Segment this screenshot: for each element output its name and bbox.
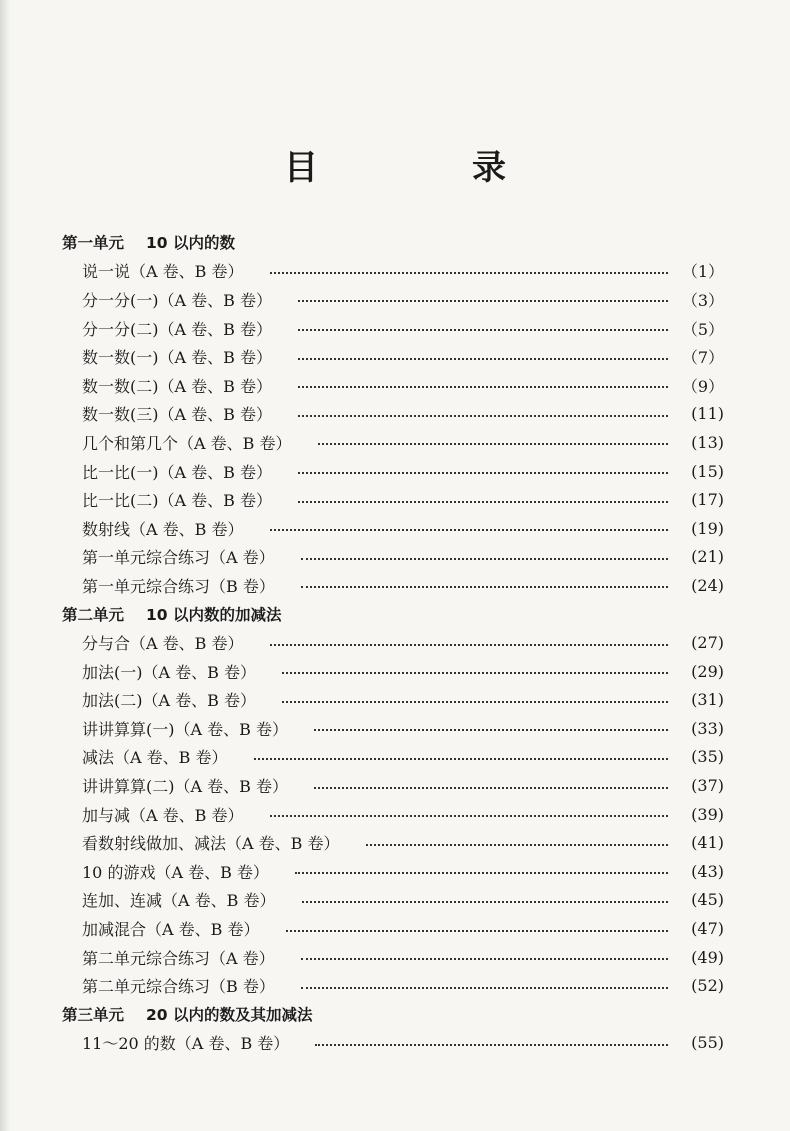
entry-label: 加与减（A 卷、B 卷） — [82, 805, 244, 825]
entry-page: (52) — [691, 976, 724, 996]
toc-entry[interactable] — [62, 514, 724, 543]
entry-label: 减法（A 卷、B 卷） — [82, 748, 228, 768]
toc-entry[interactable] — [62, 743, 724, 772]
dot-leader — [298, 415, 668, 417]
dot-leader — [301, 586, 668, 588]
entry-label: 11～20 的数（A 卷、B 卷） — [82, 1034, 290, 1054]
entry-label: 数一数(一)（A 卷、B 卷） — [82, 348, 272, 368]
dot-leader — [270, 272, 669, 274]
dot-leader — [270, 529, 669, 531]
dot-leader — [298, 386, 668, 388]
entry-label: 第一单元综合练习（B 卷） — [82, 576, 275, 596]
entry-page: (31) — [691, 690, 724, 710]
unit-number: 第三单元 — [62, 1006, 125, 1025]
entry-page: (41) — [691, 833, 724, 853]
entry-page: （9） — [681, 376, 724, 396]
entry-page: (55) — [691, 1033, 724, 1053]
entry-label: 数一数(二)（A 卷、B 卷） — [82, 376, 272, 396]
toc-entry[interactable] — [62, 485, 724, 514]
entry-label: 分与合（A 卷、B 卷） — [82, 634, 244, 654]
toc-entry[interactable] — [62, 400, 724, 429]
table-of-contents — [62, 228, 724, 1057]
toc-entry[interactable] — [62, 914, 724, 943]
unit-heading-1 — [62, 228, 724, 257]
toc-entry[interactable] — [62, 886, 724, 915]
toc-entry[interactable] — [62, 686, 724, 715]
entry-label: 数射线（A 卷、B 卷） — [82, 519, 244, 539]
toc-entry[interactable] — [62, 857, 724, 886]
unit-name: 20 以内的数及其加减法 — [146, 1006, 313, 1025]
entry-page: (15) — [691, 461, 724, 481]
entry-page: (29) — [691, 661, 724, 681]
dot-leader — [270, 815, 669, 817]
toc-entry[interactable] — [62, 657, 724, 686]
dot-leader — [302, 901, 669, 903]
entry-label: 第一单元综合练习（A 卷） — [82, 548, 275, 568]
entry-page: (33) — [691, 718, 724, 738]
entry-page: （7） — [681, 348, 724, 368]
dot-leader — [298, 358, 668, 360]
dot-leader — [286, 930, 669, 932]
toc-entry[interactable] — [62, 943, 724, 972]
toc-entry[interactable] — [62, 628, 724, 657]
entry-page: （5） — [681, 319, 724, 339]
toc-entry[interactable] — [62, 714, 724, 743]
toc-entry[interactable] — [62, 428, 724, 457]
entry-label: 第二单元综合练习（A 卷） — [82, 948, 275, 968]
dot-leader — [366, 844, 669, 846]
entry-page: (13) — [691, 432, 724, 452]
entry-label: 说一说（A 卷、B 卷） — [82, 262, 244, 282]
entry-page: (27) — [691, 633, 724, 653]
dot-leader — [270, 644, 669, 646]
unit-number: 第一单元 — [62, 234, 125, 253]
toc-entry[interactable] — [62, 457, 724, 486]
entry-label: 连加、连减（A 卷、B 卷） — [82, 891, 276, 911]
entry-page: (47) — [691, 919, 724, 939]
entry-page: (11) — [691, 404, 724, 424]
toc-entry[interactable] — [62, 285, 724, 314]
entry-page: (43) — [691, 861, 724, 881]
toc-entry[interactable] — [62, 314, 724, 343]
entry-label: 加法(二)（A 卷、B 卷） — [82, 691, 256, 711]
dot-leader — [298, 329, 668, 331]
toc-entry[interactable] — [62, 342, 724, 371]
entry-label: 比一比(二)（A 卷、B 卷） — [82, 491, 272, 511]
entry-label: 数一数(三)（A 卷、B 卷） — [82, 405, 272, 425]
page-title: 目 录 — [284, 148, 566, 188]
dot-leader — [282, 672, 668, 674]
toc-entry[interactable] — [62, 971, 724, 1000]
entry-page: (19) — [691, 518, 724, 538]
entry-page: (39) — [691, 804, 724, 824]
entry-page: (24) — [691, 575, 724, 595]
dot-leader — [301, 987, 668, 989]
entry-page: (21) — [691, 547, 724, 567]
toc-entry[interactable] — [62, 771, 724, 800]
dot-leader — [298, 300, 668, 302]
entry-label: 第二单元综合练习（B 卷） — [82, 977, 275, 997]
entry-page: （3） — [681, 290, 724, 310]
unit-name: 10 以内的数 — [146, 234, 235, 253]
dot-leader — [314, 787, 668, 789]
unit-heading-3 — [62, 1000, 724, 1029]
entry-label: 加减混合（A 卷、B 卷） — [82, 920, 260, 940]
dot-leader — [298, 472, 668, 474]
entry-label: 分一分(二)（A 卷、B 卷） — [82, 319, 272, 339]
dot-leader — [295, 872, 668, 874]
dot-leader — [298, 501, 668, 503]
unit-name: 10 以内数的加减法 — [146, 606, 282, 625]
entry-page: (17) — [691, 490, 724, 510]
entry-page: (49) — [691, 947, 724, 967]
toc-entry[interactable] — [62, 371, 724, 400]
entry-label: 讲讲算算(二)（A 卷、B 卷） — [82, 777, 288, 797]
entry-page: （1） — [681, 262, 724, 282]
entry-label: 分一分(一)（A 卷、B 卷） — [82, 290, 272, 310]
dot-leader — [282, 701, 668, 703]
entry-label: 加法(一)（A 卷、B 卷） — [82, 662, 256, 682]
unit-number: 第二单元 — [62, 606, 125, 625]
entry-label: 讲讲算算(一)（A 卷、B 卷） — [82, 719, 288, 739]
dot-leader — [301, 958, 668, 960]
dot-leader — [301, 558, 668, 560]
entry-label: 看数射线做加、减法（A 卷、B 卷） — [82, 834, 340, 854]
toc-entry[interactable] — [62, 543, 724, 572]
toc-entry[interactable] — [62, 800, 724, 829]
entry-page: (35) — [691, 747, 724, 767]
toc-entry[interactable] — [62, 828, 724, 857]
toc-entry[interactable] — [62, 257, 724, 286]
dot-leader — [254, 758, 669, 760]
dot-leader — [318, 443, 669, 445]
entry-page: (37) — [691, 776, 724, 796]
toc-entry[interactable] — [62, 571, 724, 600]
toc-entry[interactable] — [62, 1029, 724, 1058]
unit-heading-2 — [62, 600, 724, 629]
entry-label: 比一比(一)（A 卷、B 卷） — [82, 462, 272, 482]
entry-label: 10 的游戏（A 卷、B 卷） — [82, 862, 269, 882]
entry-page: (45) — [691, 890, 724, 910]
entry-label: 几个和第几个（A 卷、B 卷） — [82, 433, 292, 453]
dot-leader — [314, 729, 668, 731]
dot-leader — [315, 1044, 668, 1046]
